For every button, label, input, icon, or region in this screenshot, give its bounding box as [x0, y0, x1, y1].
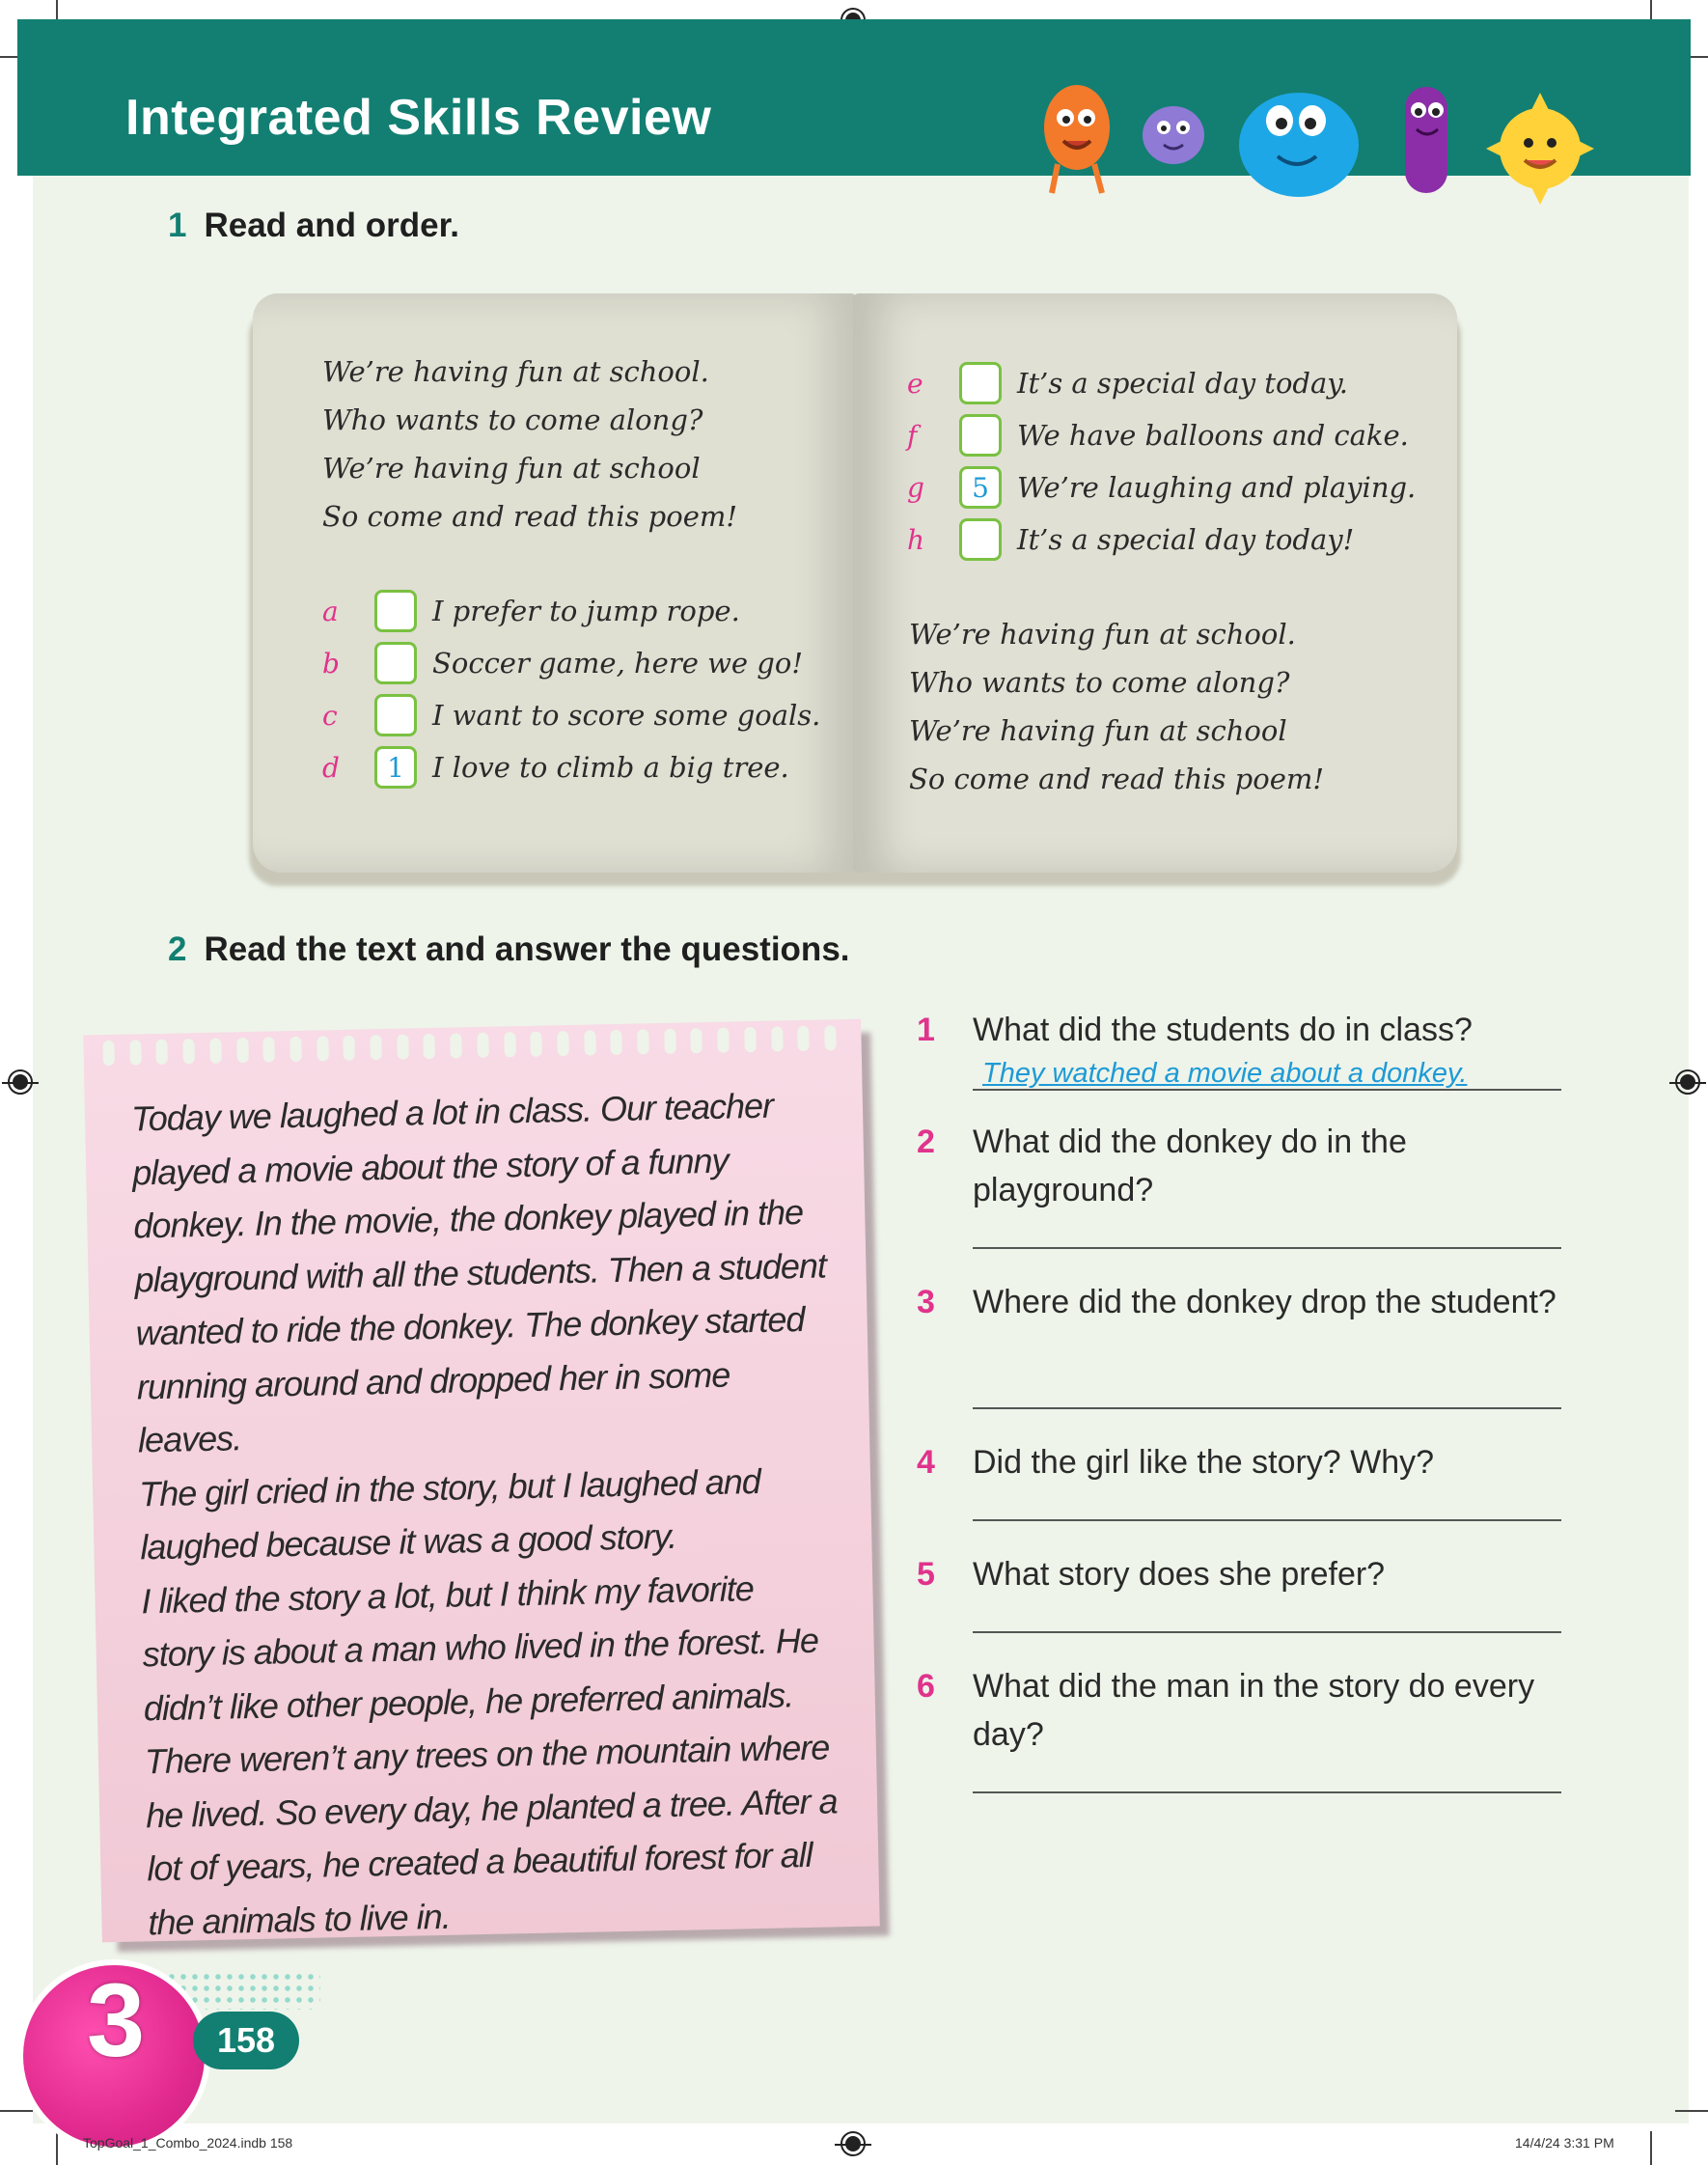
question-6 [917, 1668, 1573, 1793]
question-number: 3 [917, 1284, 935, 1320]
option-letter: e [907, 367, 923, 400]
print-timestamp: 14/4/24 3:31 PM [1515, 2135, 1614, 2151]
section-1-heading [168, 207, 459, 245]
story-line: The girl cried in the story, but I laughed and [138, 1460, 761, 1513]
unit-number: 3 [87, 1961, 146, 2078]
question-number: 2 [917, 1124, 935, 1160]
option-letter: b [322, 647, 340, 680]
section-2-title: Read the text and answer the questions. [204, 930, 850, 968]
story-line: running around and dropped her in some leaves. [136, 1354, 730, 1460]
file-info: TopGoal_1_Combo_2024.indb 158 [83, 2135, 293, 2151]
order-option-d [322, 743, 789, 791]
answer-line[interactable] [973, 1631, 1561, 1633]
question-5 [917, 1556, 1573, 1633]
section-2-heading [168, 930, 850, 969]
poem-line: We’re having fun at school. [322, 355, 709, 388]
option-letter: g [907, 471, 924, 504]
story-line: he lived. So every day, he planted a tree. After a [145, 1780, 838, 1835]
option-text: It’s a special day today! [1017, 523, 1355, 556]
order-answer-box[interactable]: 5 [959, 466, 1002, 509]
story-line: played a movie about the story of a funny [131, 1140, 729, 1193]
question-number: 6 [917, 1668, 935, 1705]
option-text: Soccer game, here we go! [432, 647, 803, 680]
order-answer-box[interactable] [374, 642, 417, 684]
answer-text[interactable]: They watched a movie about a donkey. [982, 1058, 1468, 1089]
order-option-g [907, 463, 1416, 512]
order-answer-box[interactable] [959, 518, 1002, 561]
order-answer-box[interactable]: 1 [374, 746, 417, 789]
question-4 [917, 1444, 1573, 1521]
crop-mark [56, 2131, 58, 2165]
question-number: 1 [917, 1012, 935, 1048]
order-answer-box[interactable] [374, 590, 417, 632]
question-2 [917, 1124, 1573, 1249]
crop-mark [0, 2110, 33, 2112]
option-text: It’s a special day today. [1017, 367, 1349, 400]
story-line: playground with all the students. Then a student [134, 1244, 827, 1299]
order-option-a [322, 587, 740, 635]
order-answer-box[interactable] [374, 694, 417, 736]
section-2-number: 2 [168, 930, 187, 968]
option-text: We’re laughing and playing. [1017, 471, 1417, 504]
option-letter: c [322, 699, 338, 732]
story-text [130, 1077, 852, 1949]
cartoon-characters-illustration [1019, 68, 1617, 212]
order-answer-box[interactable] [959, 362, 1002, 404]
question-number: 5 [917, 1556, 935, 1593]
option-letter: h [907, 523, 925, 556]
note-tear-holes [102, 1025, 837, 1079]
option-text: I love to climb a big tree. [432, 751, 789, 784]
story-line: donkey. In the movie, the donkey played in the [132, 1191, 804, 1246]
story-line: story is about a man who lived in the forest. He [142, 1620, 819, 1675]
left-poem [322, 347, 737, 541]
order-answer-box[interactable] [959, 414, 1002, 457]
story-line: wanted to ride the donkey. The donkey started [135, 1298, 805, 1353]
question-text: What did the students do in class? [973, 1012, 1473, 1048]
option-text: I prefer to jump rope. [432, 595, 740, 627]
poem-line: Who wants to come along? [909, 666, 1290, 699]
poem-line: So come and read this poem! [909, 763, 1325, 795]
option-letter: f [907, 419, 918, 452]
question-text: What story does she prefer? [973, 1556, 1386, 1593]
question-text: Did the girl like the story? Why? [973, 1444, 1435, 1481]
question-text: What did the donkey do in the playground? [973, 1124, 1407, 1208]
order-option-b [322, 639, 803, 687]
story-line: I liked the story a lot, but I think my favorite [141, 1568, 755, 1621]
story-line: didn’t like other people, he preferred animals. [143, 1674, 794, 1728]
crop-mark [1650, 2131, 1652, 2165]
crop-mark [1675, 2110, 1708, 2112]
registration-mark-icon [1675, 1069, 1700, 1095]
option-letter: a [322, 595, 339, 627]
option-text: I want to score some goals. [432, 699, 821, 732]
page-number: 158 [193, 2012, 299, 2069]
order-option-h [907, 515, 1354, 564]
poem-line: We’re having fun at school [909, 714, 1287, 747]
order-option-c [322, 691, 820, 739]
story-line: the animals to live in. [148, 1896, 452, 1942]
question-text: What did the man in the story do every day? [973, 1668, 1535, 1753]
answer-line[interactable] [973, 1407, 1561, 1409]
answer-line[interactable] [973, 1089, 1561, 1091]
story-line: There weren’t any trees on the mountain where [144, 1727, 830, 1782]
question-1 [917, 1012, 1573, 1089]
answer-line[interactable] [973, 1247, 1561, 1249]
poem-line: We’re having fun at school. [909, 618, 1296, 651]
order-option-f [907, 411, 1409, 459]
story-line: laughed because it was a good story. [139, 1515, 677, 1568]
order-option-e [907, 359, 1348, 407]
option-letter: d [322, 751, 340, 784]
story-note-paper [83, 1019, 880, 1943]
answer-line[interactable] [973, 1519, 1561, 1521]
poem-line: So come and read this poem! [322, 500, 738, 533]
section-1-number: 1 [168, 207, 187, 244]
registration-mark-icon [8, 1069, 33, 1095]
story-line: lot of years, he created a beautiful forest for all [146, 1834, 813, 1889]
option-text: We have balloons and cake. [1017, 419, 1409, 452]
poem-line: We’re having fun at school [322, 452, 701, 485]
question-number: 4 [917, 1444, 935, 1481]
answer-line[interactable] [973, 1791, 1561, 1793]
right-poem [909, 610, 1324, 803]
page-title: Integrated Skills Review [125, 90, 712, 146]
section-1-title: Read and order. [204, 207, 459, 244]
question-3 [917, 1284, 1573, 1409]
story-line: Today we laughed a lot in class. Our teacher [130, 1085, 774, 1139]
question-text: Where did the donkey drop the student? [973, 1284, 1556, 1320]
poem-line: Who wants to come along? [322, 403, 703, 436]
registration-mark-icon [840, 2131, 866, 2156]
